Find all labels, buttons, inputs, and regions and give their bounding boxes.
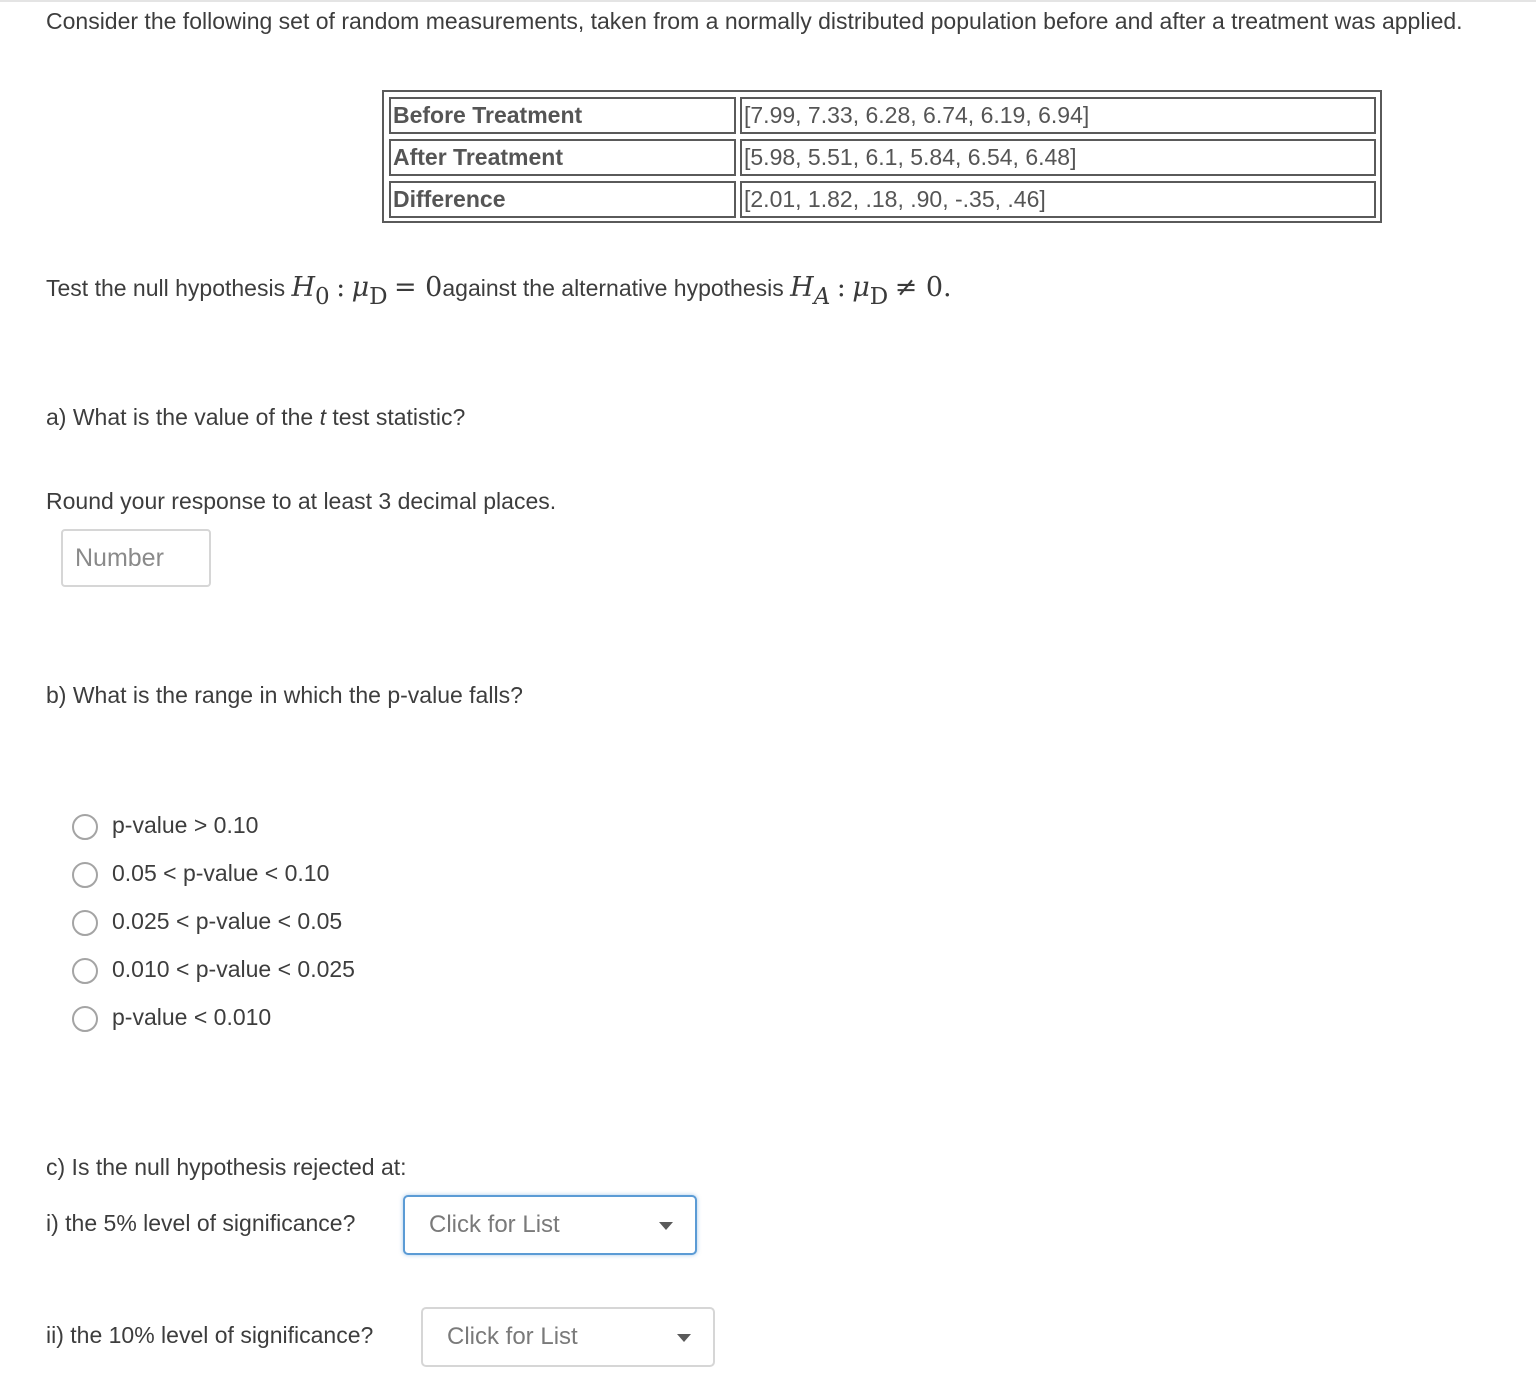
radio-button[interactable]: [72, 814, 98, 840]
radio-button[interactable]: [72, 1006, 98, 1032]
question-c-part-ii: ii) the 10% level of significance?: [46, 1322, 374, 1348]
significance-5-select[interactable]: [403, 1195, 697, 1255]
select-text: Click for List: [447, 1323, 578, 1350]
table-row: [389, 181, 1375, 218]
table-row: [389, 97, 1375, 134]
t-statistic-input[interactable]: [61, 529, 211, 587]
not-equal-zero: ≠ 0.: [894, 272, 952, 303]
question-a: [46, 404, 465, 431]
measurements-table: [382, 90, 1382, 223]
alt-colon: :: [836, 272, 846, 303]
null-h-symbol: H: [291, 272, 316, 303]
radio-button[interactable]: [72, 862, 98, 888]
equals-zero: = 0: [393, 272, 443, 303]
row-value: [5.98, 5.51, 6.1, 5.84, 6.54, 6.48]: [740, 139, 1376, 176]
option-label: p-value < 0.010: [112, 1004, 272, 1030]
question-c: c) Is the null hypothesis rejected at:: [46, 1154, 407, 1180]
significance-10-select[interactable]: [421, 1307, 715, 1367]
hypothesis-middle: against the alternative hypothesis: [442, 275, 791, 301]
row-label: Difference: [389, 181, 736, 218]
mu-subscript: D: [369, 284, 388, 310]
radio-button[interactable]: [72, 910, 98, 936]
hypothesis-statement: [46, 272, 952, 310]
question-c-part-i: i) the 5% level of significance?: [46, 1210, 356, 1236]
t-variable: t: [319, 404, 326, 430]
mu-subscript: D: [869, 284, 889, 310]
option-label: 0.05 < p-value < 0.10: [112, 860, 330, 886]
question-a-suffix: test statistic?: [325, 404, 466, 430]
alt-h-symbol: H: [790, 272, 814, 303]
radio-button[interactable]: [72, 958, 98, 984]
table-row: [389, 139, 1375, 176]
row-value: [7.99, 7.33, 6.28, 6.74, 6.19, 6.94]: [740, 97, 1376, 134]
top-divider: [0, 0, 1536, 2]
chevron-down-icon: [659, 1222, 673, 1230]
intro-text: Consider the following set of random measurements, taken from a normally distributed population before and after a treatment was applied.: [46, 8, 1463, 34]
question-b: b) What is the range in which the p-value falls?: [46, 682, 523, 708]
option-label: 0.025 < p-value < 0.05: [112, 908, 343, 934]
null-h-subscript: 0: [315, 284, 330, 310]
hypothesis-prefix: Test the null hypothesis: [46, 275, 292, 301]
mu-symbol: μ: [852, 272, 870, 303]
row-label: Before Treatment: [389, 97, 736, 134]
select-text: Click for List: [429, 1211, 560, 1238]
question-a-prefix: a) What is the value of the: [46, 404, 320, 430]
null-colon: :: [336, 272, 346, 303]
option-label: 0.010 < p-value < 0.025: [112, 956, 355, 982]
alt-h-subscript: A: [813, 284, 831, 310]
row-value: [2.01, 1.82, .18, .90, -.35, .46]: [740, 181, 1376, 218]
mu-symbol: μ: [351, 272, 370, 303]
option-label: p-value > 0.10: [112, 812, 259, 838]
round-instruction: Round your response to at least 3 decimal places.: [46, 488, 557, 514]
row-label: After Treatment: [389, 139, 736, 176]
chevron-down-icon: [677, 1334, 691, 1342]
